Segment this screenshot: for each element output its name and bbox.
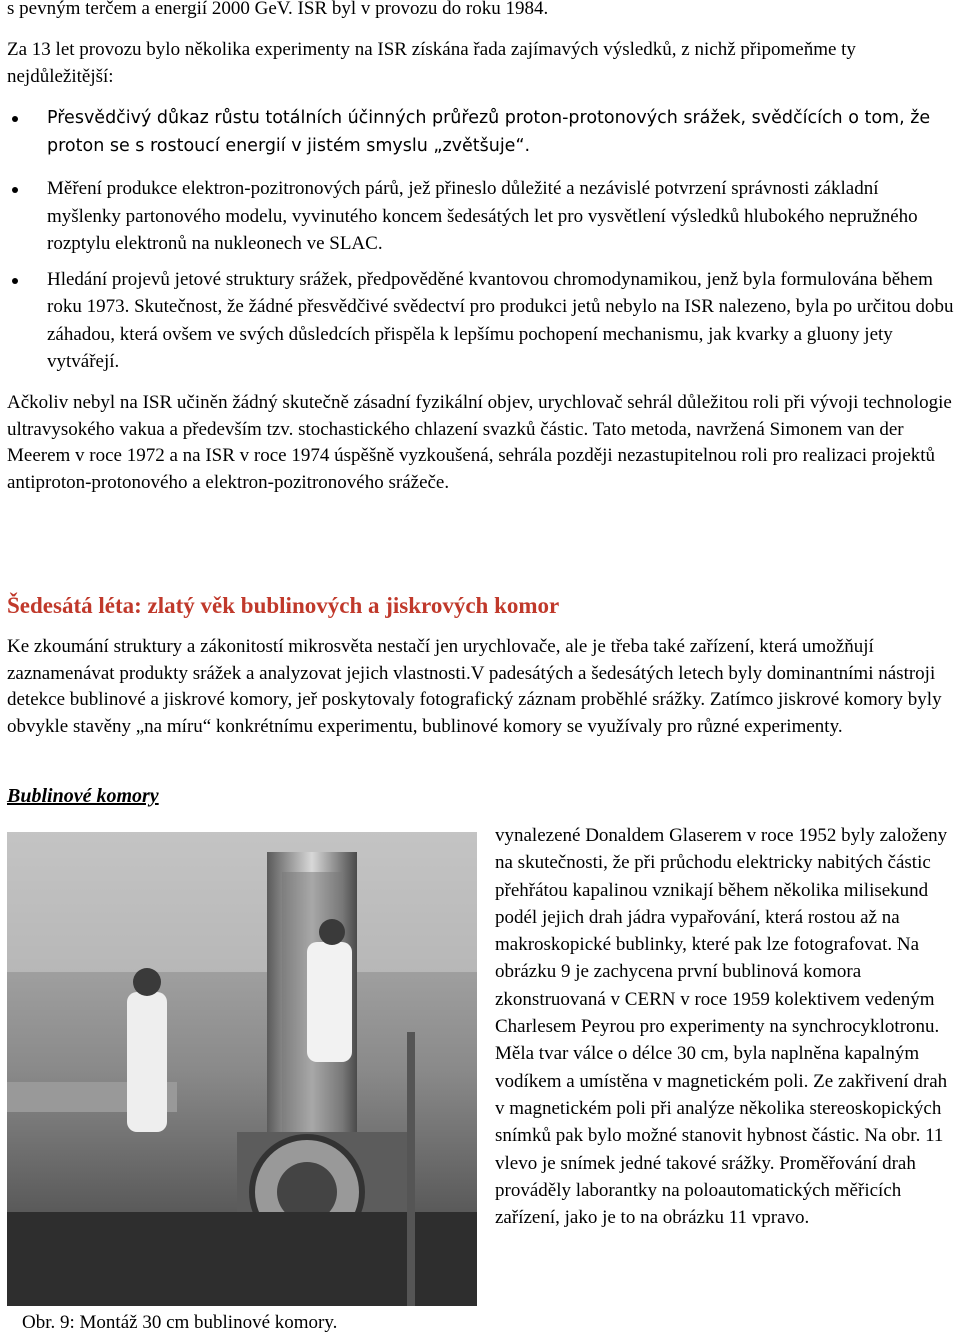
list-item (0, 175, 960, 258)
bubble-chamber-photo (7, 832, 477, 1306)
list-item-text: Měření produkce elektron-pozitronových párů, jež přineslo důležité a nezávislé potvrzení správnosti základní myšlenky partonového modelu, vyvinutého koncem šedesátých let pro vysvětlení výsledků hlubokého nepružného rozptylu elektronů na nukleonech ve SLAC. (47, 178, 918, 254)
subsection-heading: Bublinové komory (7, 785, 159, 807)
list-item (0, 104, 960, 159)
list-item (0, 266, 960, 376)
intro-paragraph: Za 13 let provozu bylo několika experimenty na ISR získána řada zajímavých výsledků, z nichž připomeňme ty nejdůležitější: (7, 39, 856, 87)
list-item-text: Hledání projevů jetové struktury srážek, předpověděné kvantovou chromodynamikou, jenž byla formulována během roku 1973. Skutečnost, že žádné přesvědčivé svědectví pro produkci jetů nebylo na ISR nalezeno, byla po určitou dobu záhadou, která ovšem ve svých důsledcích přispěla k lepšímu pochopení mechanismu, jak kvarky a gluony jety vytvářejí. (47, 268, 954, 372)
bullet-icon (12, 187, 18, 193)
results-list (0, 104, 960, 376)
intro-line: s pevným terčem a energií 2000 GeV. ISR byl v provozu do roku 1984. (7, 0, 549, 19)
list-item-text: Přesvědčivý důkaz růstu totálních účinných průřezů proton-protonových srážek, svědčících o tom, že proton se s rostoucí energií v jistém smyslu „zvětšuje“. (47, 108, 931, 156)
bullet-icon (12, 278, 18, 284)
section-heading: Šedesátá léta: zlatý věk bublinových a jiskrových komor (7, 593, 560, 618)
section-paragraph: Ke zkoumání struktury a zákonitostí mikrosvěta nestačí jen urychlovače, ale je třeba také zařízení, která umožňují zaznamenávat produkty srážek a analyzovat jejich vlastnosti.V padesátých a šedesátých letech byly dominantními nástroji detekce bublinové a jiskrové komory, jeř poskytovaly fotografický záznam proběhlé srážky. Zatímco jiskrové komory byly obvykle stavěny „na míru“ konkrétnímu experimentu, bublinové komory se využívaly pro různé experimenty. (7, 636, 942, 737)
bubble-chamber-text: vynalezené Donaldem Glaserem v roce 1952 byly založeny na skutečnosti, že při průchodu elektricky nabitých částic přehřátou kapalinou vznikají během několika milisekund podél jejich drah jádra vypařování, která rostou až na makroskopické bublinky, které pak lze fotografovat. Na obrázku 9 je zachycena první bublinová komora zkonstruovaná v CERN v roce 1959 kolektivem vedeným Charlesem Peyrou pro experimenty na synchrocyklotronu. Měla tvar válce o délce 30 cm, byla naplněna kapalným vodíkem a umístěna v magnetickém poli. Ze zakřivení drah v magnetickém poli při analýze několika stereoskopických snímků pak bylo možné stanovit hybnost částic. Na obr. 11 vlevo je snímek jedné takové srážky. Proměřování drah prováděly laborantky na poloautomatických měřicích zařízení, jako je to na obrázku 11 vpravo. (495, 825, 948, 1229)
bullet-icon (12, 116, 18, 122)
closing-paragraph: Ačkoliv nebyl na ISR učiněn žádný skutečně zásadní fyzikální objev, urychlovač sehrál důležitou roli při vývoji technologie ultravysokého vakua a především tzv. stochastického chlazení svazků částic. Tato metoda, navržená Simonem van der Meerem v roce 1972 a na ISR v roce 1974 úspěšně vyzkoušená, sehrála později nezastupitelnou roli pro realizaci projektů antiproton-protonového a elektron-pozitronového srážeče. (7, 392, 952, 493)
figure-caption: Obr. 9: Montáž 30 cm bublinové komory. (22, 1312, 338, 1333)
